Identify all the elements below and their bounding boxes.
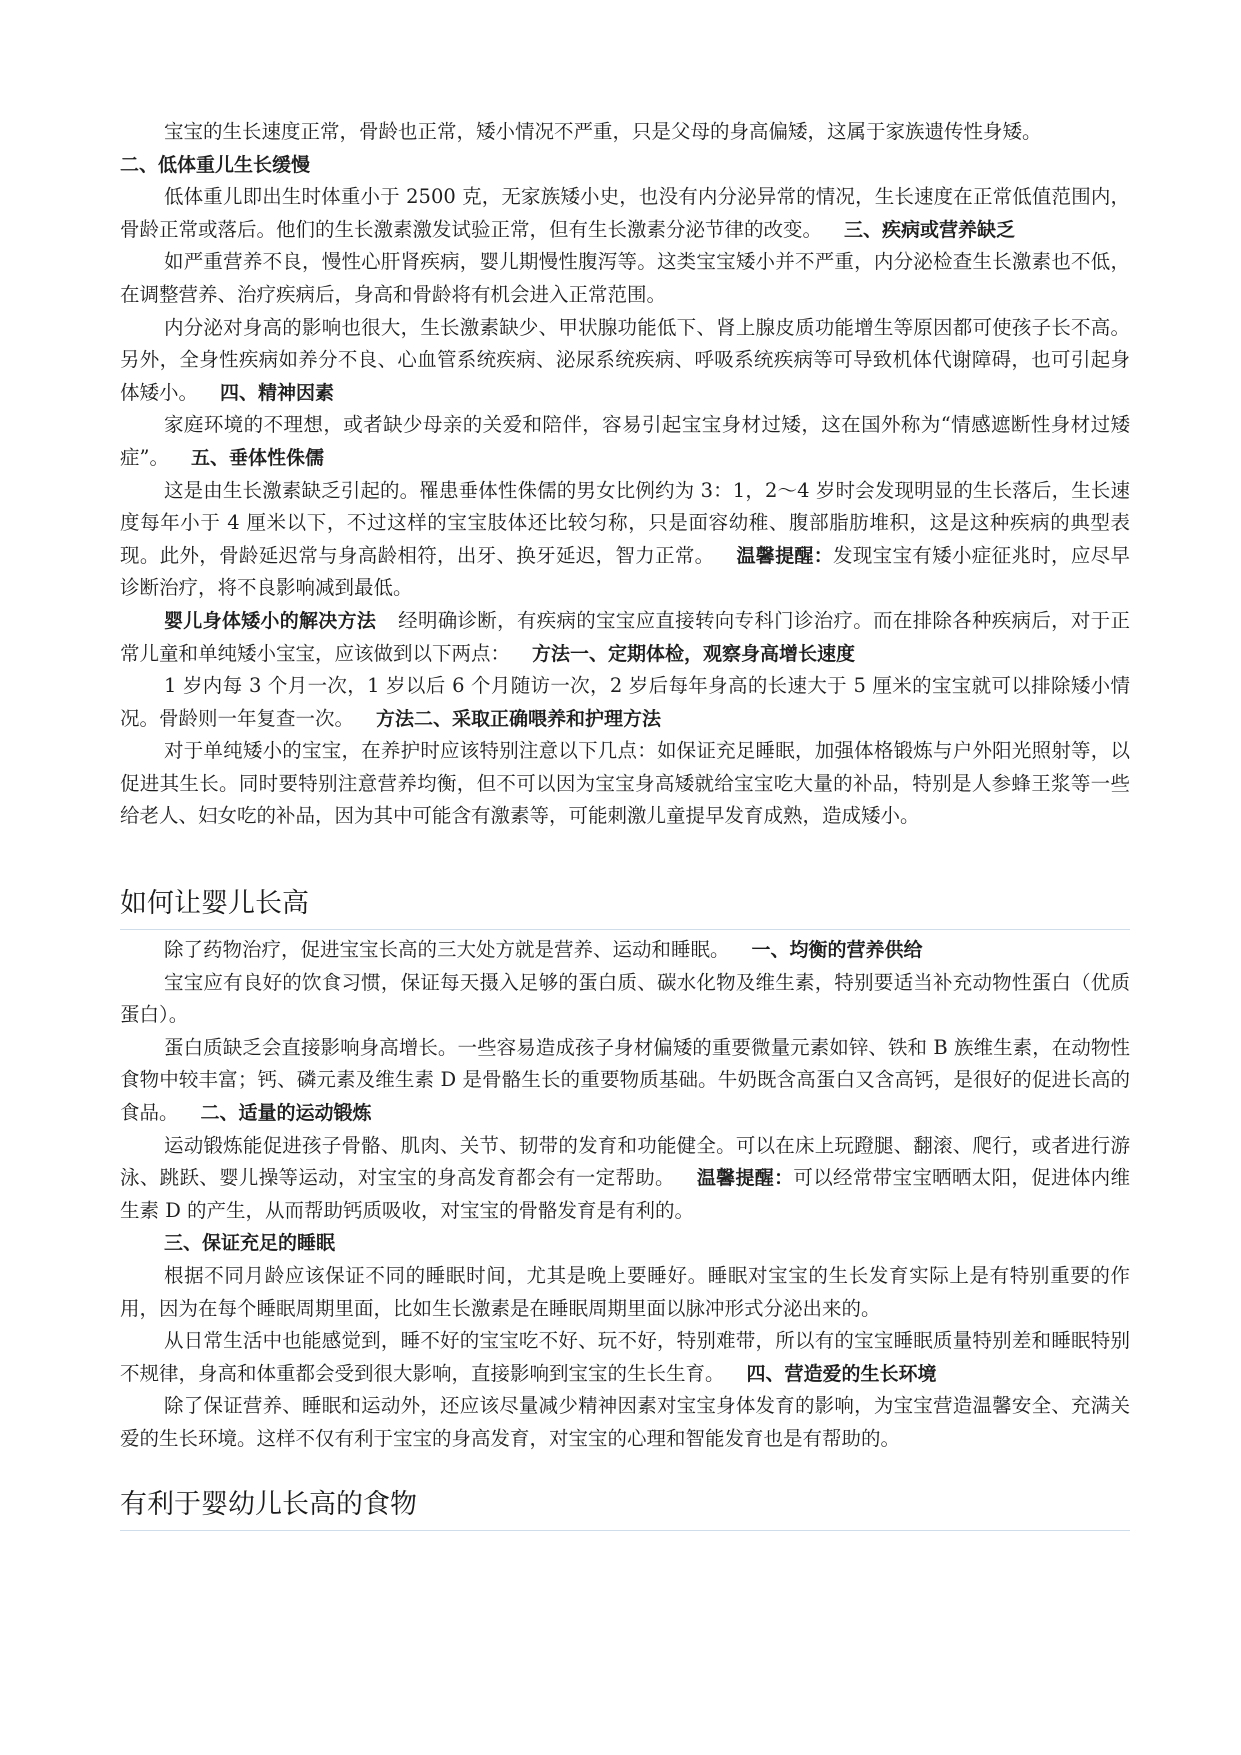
paragraph [120,312,1130,410]
section-heading-grow-taller: 如何让婴儿长高 [120,885,1130,930]
paragraph [120,1260,1130,1325]
paragraph-text: 这是由生长激素缺乏引起的。罹患垂体性侏儒的男女比例约为 3：1，2～4 岁时会发现明显的生长落后，生长速度每年小于 4 厘米以下，不过这样的宝宝肢体还比较匀称，只是面容幼稚、腹部脂肪堆积，这是这种疾病的典型表现。此外，骨龄延迟常与身高龄相符，出牙、换牙延迟，智力正常。 [120,478,1130,567]
tip-text: 可以经常带宝宝晒晒太阳，促进体内维生素 D 的产生，从而帮助钙质吸收，对宝宝的骨骼发育是有利的。 [120,1166,1130,1222]
paragraph-text: 宝宝的生长速度正常，骨龄也正常，矮小情况不严重，只是父母的身高偏矮，这属于家族遗传性身矮。 [164,120,1042,143]
subheading-exercise: 二、适量的运动锻炼 [200,1102,372,1125]
paragraph [120,149,1130,182]
paragraph [120,409,1130,474]
subheading-disease: 三、疾病或营养缺乏 [844,218,1016,241]
paragraph [120,475,1130,605]
paragraph [120,1325,1130,1390]
paragraph [120,1227,1130,1260]
paragraph-text: 除了药物治疗，促进宝宝长高的三大处方就是营养、运动和睡眠。 [164,938,730,962]
paragraph-text: 1 岁内每 3 个月一次，1 岁以后 6 个月随访一次，2 岁后每年身高的长速大于 5 厘米的宝宝就可以排除矮小情况。骨龄则一年复查一次。 [120,674,1130,730]
paragraph [120,1032,1130,1130]
paragraph [120,116,1130,149]
tip-label: 温馨提醒： [696,1167,794,1190]
paragraph-text: 对于单纯矮小的宝宝，在养护时应该特别注意以下几点：如保证充足睡眠，加强体格锻炼与户外阳光照射等，以促进其生长。同时要特别注意营养均衡，但不可以因为宝宝身高矮就给宝宝吃大量的补品，特别是人参蜂王浆等一些给老人、妇女吃的补品，因为其中可能含有激素等，可能刺激儿童提早发育成熟，造成矮小。 [120,739,1130,828]
subheading-love: 四、营造爱的生长环境 [746,1362,937,1385]
tip-text: 发现宝宝有矮小症征兆时，应尽早诊断治疗，将不良影响减到最低。 [120,543,1130,600]
paragraph [120,1390,1130,1455]
paragraph-text: 宝宝应有良好的饮食习惯，保证每天摄入足够的蛋白质、碳水化物及维生素，特别要适当补充动物性蛋白（优质蛋白）。 [120,970,1130,1027]
paragraph-text: 除了保证营养、睡眠和运动外，还应该尽量减少精神因素对宝宝身体发育的影响，为宝宝营造温馨安全、充满关爱的生长环境。这样不仅有利于宝宝的身高发育，对宝宝的心理和智能发育也是有帮助的。 [120,1394,1130,1450]
subheading-solution: 婴儿身体矮小的解决方法 [164,609,377,632]
paragraph [120,181,1130,246]
paragraph-text: 低体重儿即出生时体重小于 2500 克，无家族矮小史，也没有内分泌异常的情况，生长速度在正常低值范围内，骨龄正常或落后。他们的生长激素激发试验正常，但有生长激素分泌节律的改变。 [120,185,1130,241]
subheading-method1: 方法一、定期体检，观察身高增长速度 [532,642,856,665]
paragraph [120,246,1130,311]
document-body [120,116,1130,1531]
tip-label: 温馨提醒： [736,544,834,567]
paragraph-text: 经明确诊断，有疾病的宝宝应直接转向专科门诊治疗。而在排除各种疾病后，对于正常儿童和单纯矮小宝宝，应该做到以下两点： [120,608,1130,665]
paragraph-text: 根据不同月龄应该保证不同的睡眠时间，尤其是晚上要睡好。睡眠对宝宝的生长发育实际上是有特别重要的作用，因为在每个睡眠周期里面，比如生长激素是在睡眠周期里面以脉冲形式分泌出来的。 [120,1264,1130,1320]
subheading-mental: 四、精神因素 [220,381,335,404]
paragraph [120,735,1130,833]
paragraph-text: 如严重营养不良，慢性心肝肾疾病，婴儿期慢性腹泻等。这类宝宝矮小并不严重，内分泌检查生长激素也不低，在调整营养、治疗疾病后，身高和骨龄将有机会进入正常范围。 [120,250,1130,306]
paragraph [120,967,1130,1032]
subheading-nutrition: 一、均衡的营养供给 [751,939,923,962]
paragraph-text: 家庭环境的不理想，或者缺少母亲的关爱和陪伴，容易引起宝宝身材过矮，这在国外称为“情感遮断性身材过矮症”。 [120,413,1130,469]
paragraph-text: 内分泌对身高的影响也很大，生长激素缺少、甲状腺功能低下、肾上腺皮质功能增生等原因都可使孩子长不高。另外，全身性疾病如养分不良、心血管系统疾病、泌尿系统疾病、呼吸系统疾病等可导致机体代谢障碍，也可引起身体矮小。 [120,315,1130,404]
subheading-sleep: 三、保证充足的睡眠 [164,1232,336,1255]
paragraph-text: 运动锻炼能促进孩子骨骼、肌肉、关节、韧带的发育和功能健全。可以在床上玩蹬腿、翻滚、爬行，或者进行游泳、跳跃、婴儿操等运动，对宝宝的身高发育都会有一定帮助。 [120,1133,1130,1190]
paragraph [120,934,1130,967]
paragraph [120,1130,1130,1228]
subheading-low-weight: 二、低体重儿生长缓慢 [120,153,311,176]
paragraph-text: 蛋白质缺乏会直接影响身高增长。一些容易造成孩子身材偏矮的重要微量元素如锌、铁和 B 族维生素，在动物性食物中较丰富；钙、磷元素及维生素 D 是骨骼生长的重要物质基础。牛奶既含高蛋白又含高钙，是很好的促进长高的食品。 [120,1035,1130,1125]
paragraph-text: 从日常生活中也能感觉到，睡不好的宝宝吃不好、玩不好，特别难带，所以有的宝宝睡眠质量特别差和睡眠特别不规律，身高和体重都会受到很大影响，直接影响到宝宝的生长生育。 [120,1329,1130,1385]
paragraph [120,670,1130,735]
paragraph [120,605,1130,670]
subheading-method2: 方法二、采取正确喂养和护理方法 [376,707,662,730]
section-heading-foods: 有利于婴幼儿长高的食物 [120,1486,1130,1531]
subheading-pituitary: 五、垂体性侏儒 [190,446,324,469]
